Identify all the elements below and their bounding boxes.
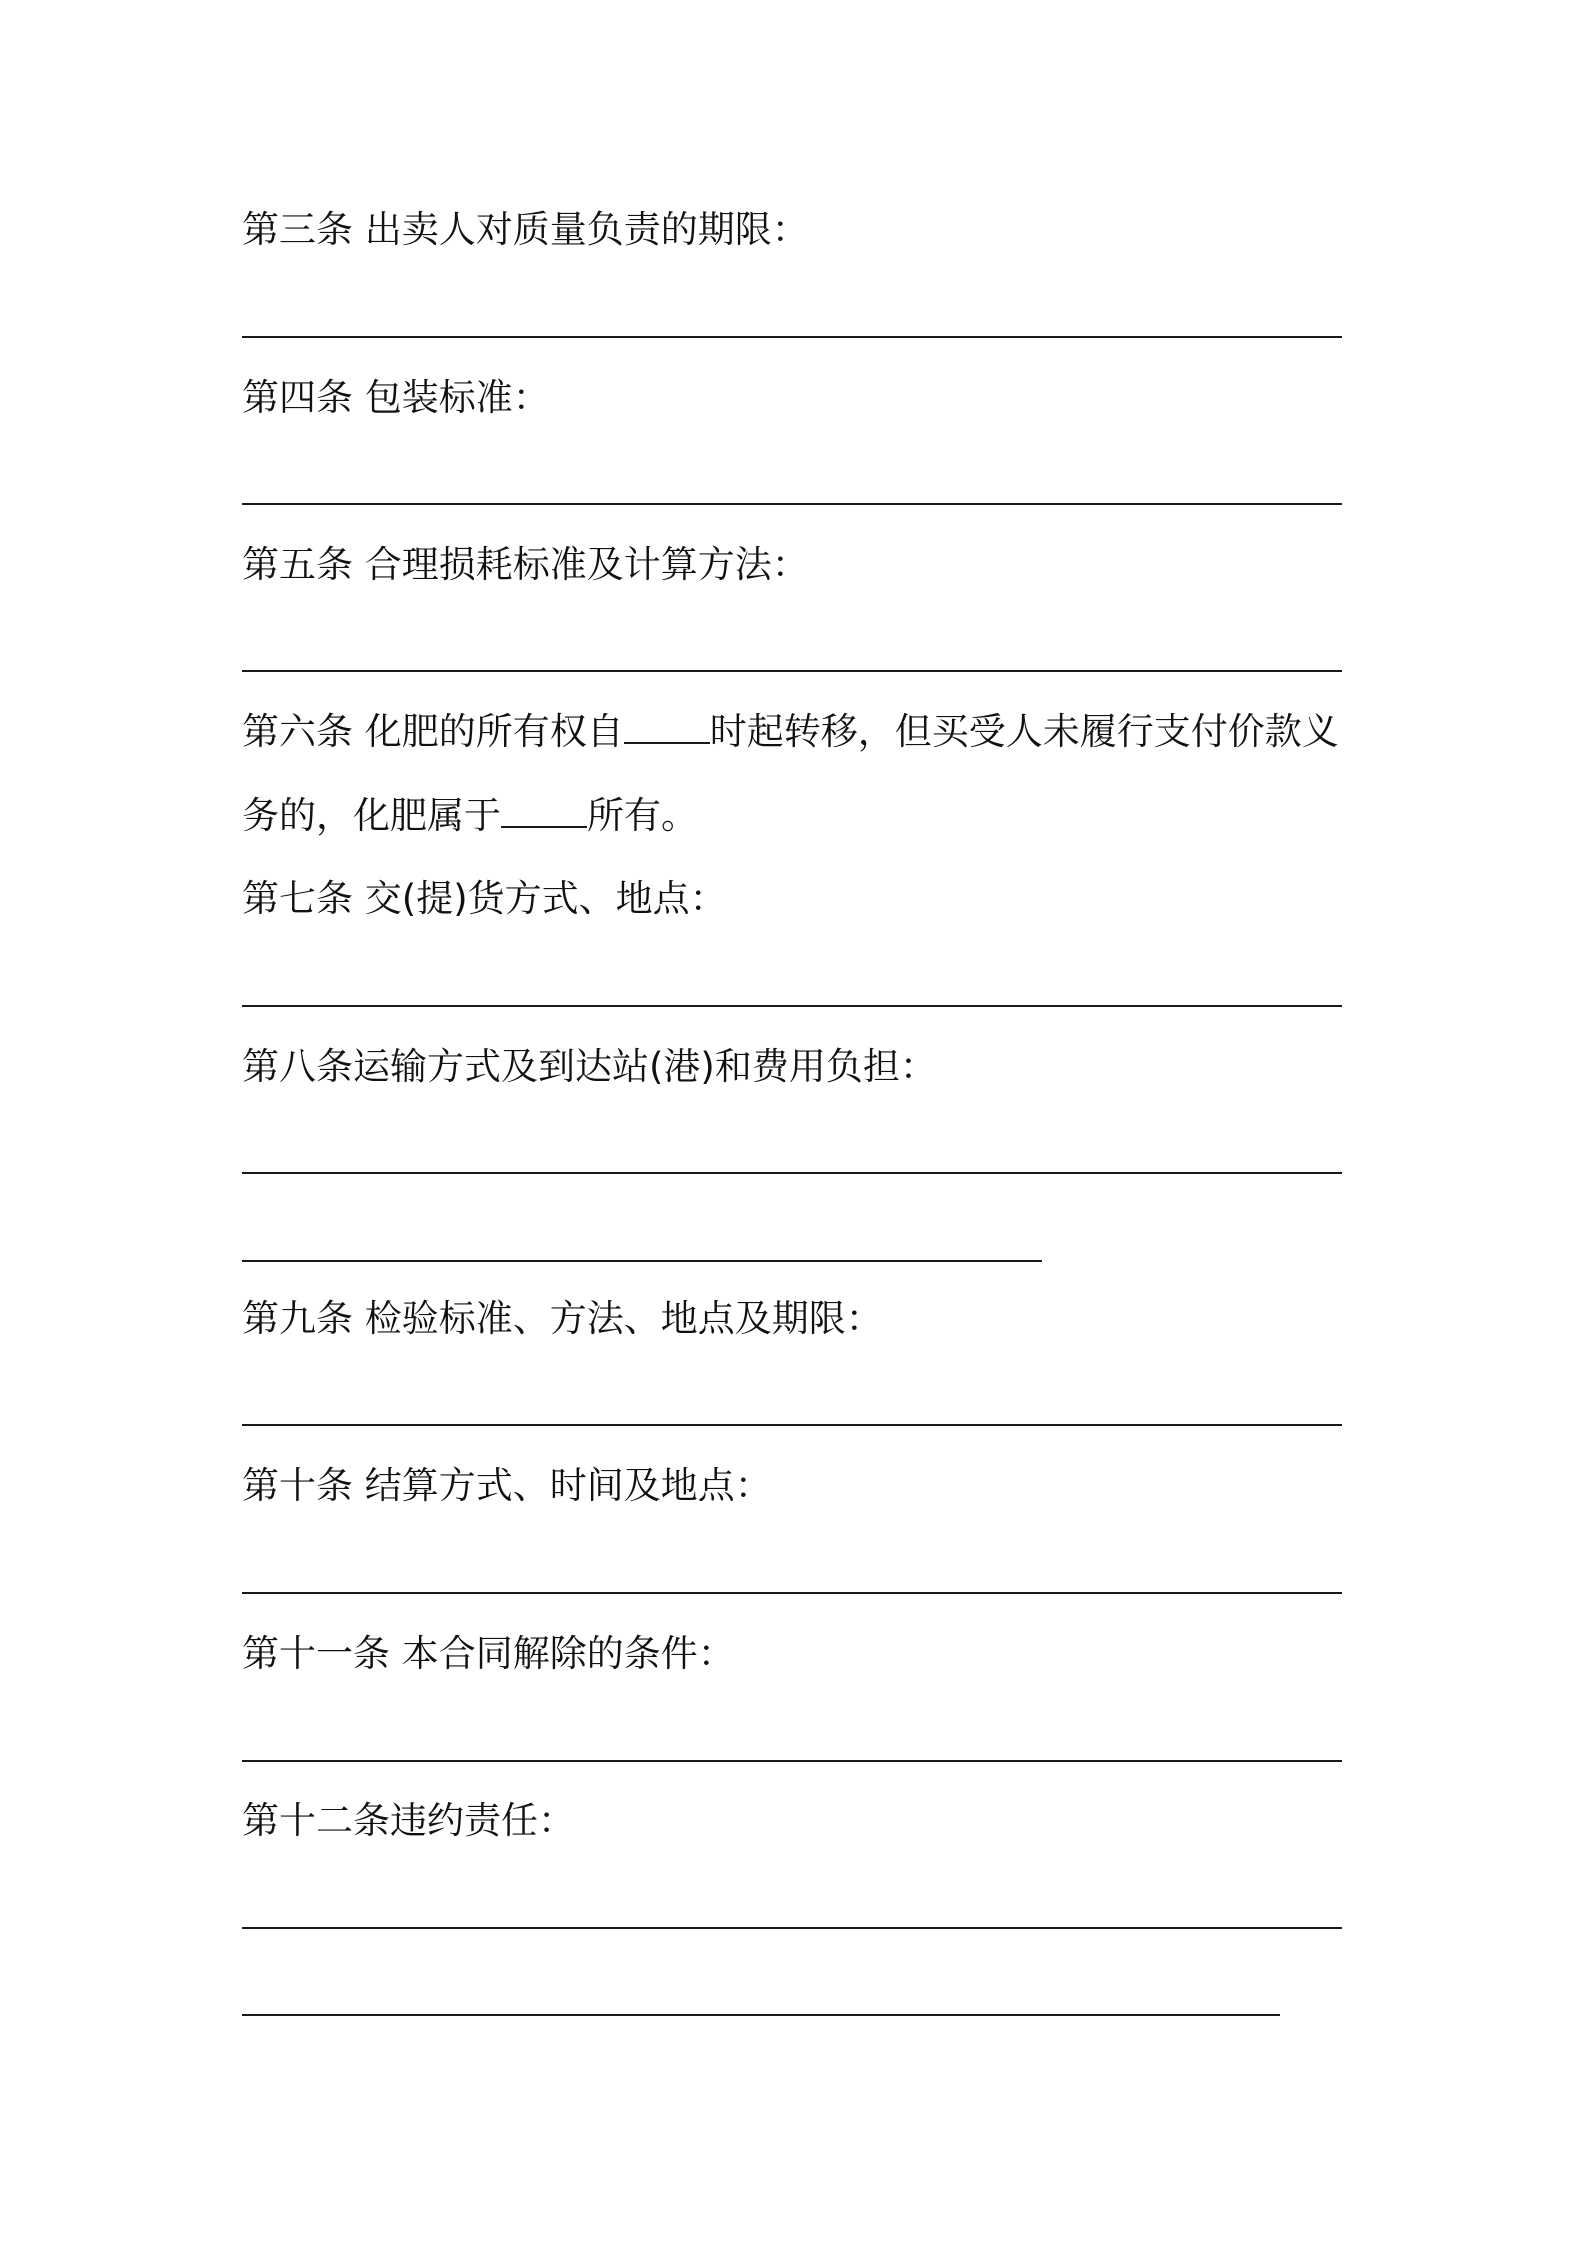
article-6-line-2-suffix: 所有。 <box>587 794 698 837</box>
article-8-fill-line-1[interactable] <box>242 1172 1342 1174</box>
article-8-fill-line-2[interactable] <box>242 1260 1042 1262</box>
article-10-fill-line[interactable] <box>242 1592 1342 1594</box>
article-4-fill-line[interactable] <box>242 503 1342 505</box>
article-9-heading: 第九条 检验标准、方法、地点及期限： <box>242 1297 883 1340</box>
article-3-fill-line[interactable] <box>242 336 1342 338</box>
article-8-heading: 第八条运输方式及到达站(港)和费用负担： <box>242 1045 937 1088</box>
article-6-line-1-prefix: 第六条 化肥的所有权自 <box>242 710 624 753</box>
article-12-heading: 第十二条违约责任： <box>242 1799 575 1842</box>
article-7-fill-line[interactable] <box>242 1005 1342 1007</box>
article-12-fill-line-2[interactable] <box>242 2014 1280 2016</box>
article-6-line-1-suffix: 时起转移，但买受人未履行支付价款义 <box>709 710 1339 753</box>
article-3-heading: 第三条 出卖人对质量负责的期限： <box>242 208 809 251</box>
article-10-heading: 第十条 结算方式、时间及地点： <box>242 1464 772 1507</box>
article-6-line-2 <box>242 792 698 840</box>
article-11-heading: 第十一条 本合同解除的条件： <box>242 1632 735 1675</box>
article-6-line-2-prefix: 务的，化肥属于 <box>242 794 501 837</box>
article-12-fill-line-1[interactable] <box>242 1927 1342 1929</box>
article-11-fill-line[interactable] <box>242 1760 1342 1762</box>
article-4-heading: 第四条 包装标准： <box>242 376 550 419</box>
article-5-heading: 第五条 合理损耗标准及计算方法： <box>242 543 809 586</box>
owner-blank[interactable] <box>501 792 587 828</box>
article-6-line-1 <box>242 708 1339 756</box>
article-9-fill-line[interactable] <box>242 1424 1342 1426</box>
ownership-transfer-blank[interactable] <box>624 708 710 744</box>
article-7-heading: 第七条 交(提)货方式、地点： <box>242 877 727 920</box>
article-5-fill-line[interactable] <box>242 670 1342 672</box>
